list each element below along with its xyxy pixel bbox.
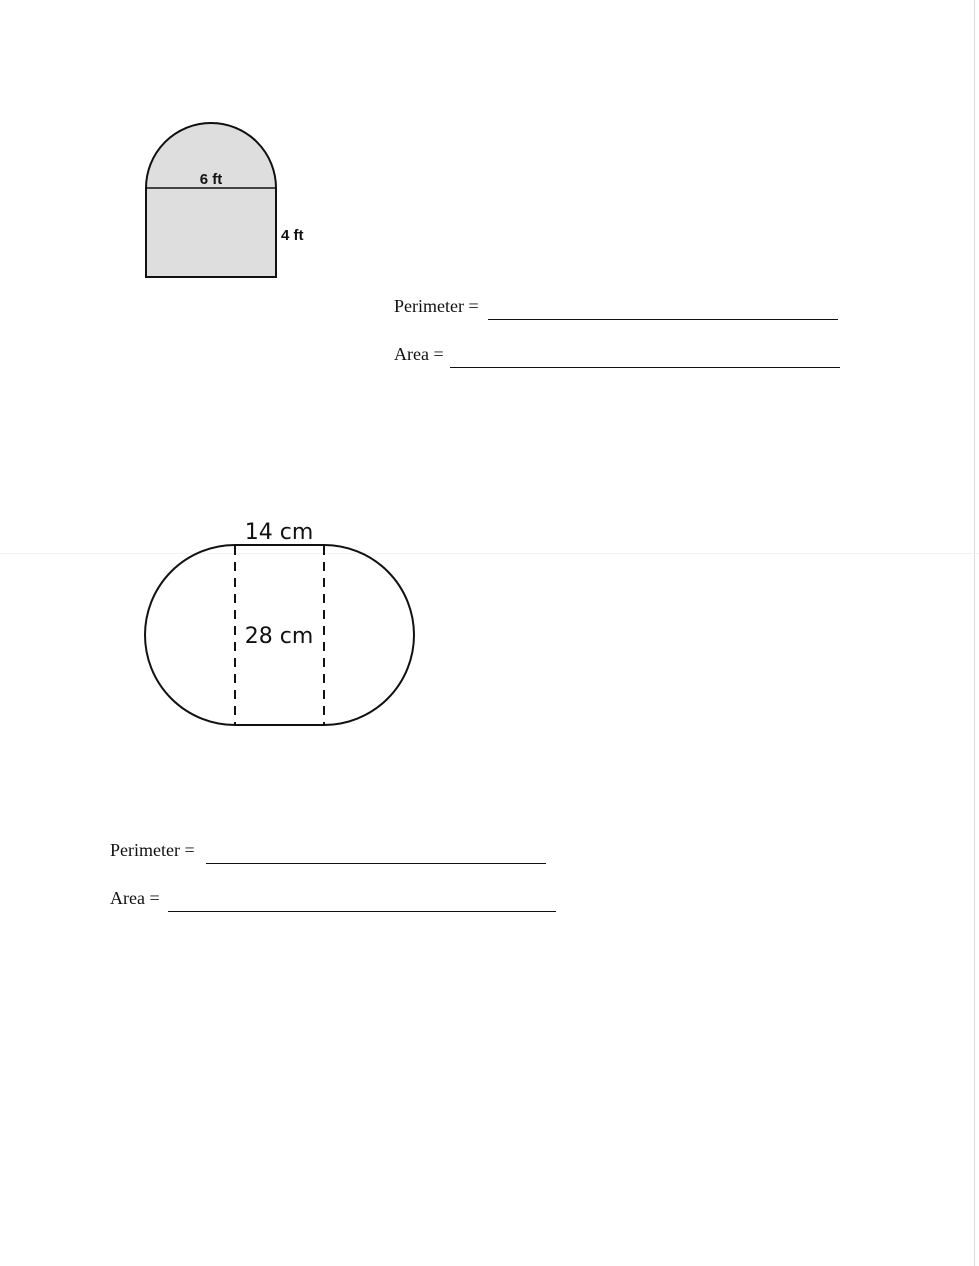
scan-edge-line [974,0,975,1266]
semicircle-rectangle-shape [146,123,276,277]
area-label: Area = [110,888,160,908]
width-label: 14 cm [244,520,314,545]
problem-1-perimeter-line [394,296,840,320]
problem-2-perimeter-line [110,840,546,864]
height-label: 28 cm [244,624,314,649]
problem-2-area-line [110,888,556,912]
area-answer-blank[interactable] [450,367,840,368]
perimeter-label: Perimeter = [394,296,479,316]
height-label: 4 ft [281,227,304,244]
perimeter-label: Perimeter = [110,840,195,860]
perimeter-answer-blank[interactable] [488,319,838,320]
problem-1-area-line [394,344,840,368]
problem-2-figure [140,510,425,735]
area-label: Area = [394,344,444,364]
area-answer-blank[interactable] [168,911,556,912]
perimeter-answer-blank[interactable] [206,863,546,864]
problem-1-figure [140,115,330,285]
width-label: 6 ft [199,171,223,188]
